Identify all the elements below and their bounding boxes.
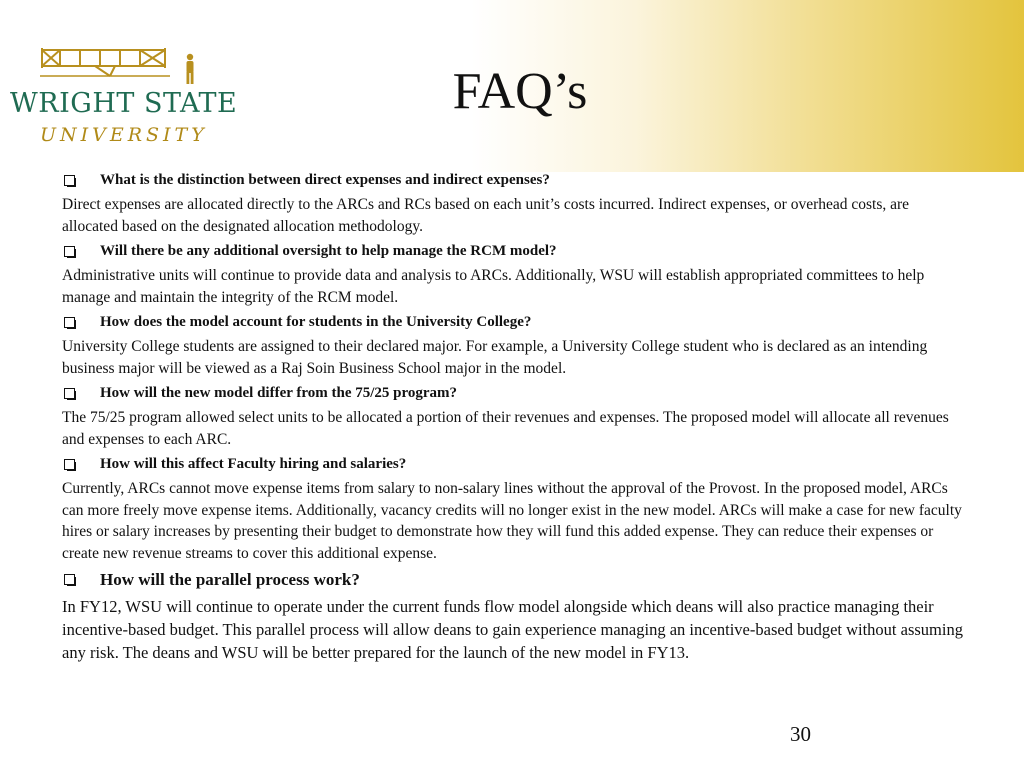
faq-answer: University College students are assigned to their declared major. For example, a University College student who is declared as an intending business major will be viewed as a Raj Soin Business School major in the model. — [62, 338, 928, 377]
faq-answer: Direct expenses are allocated directly to the ARCs and RCs based on each unit’s costs incurred. Indirect expenses, or overhead costs, are allocated based on the designated allocation methodology. — [62, 196, 910, 235]
checkbox-bullet-icon — [64, 574, 75, 585]
faq-question: How does the model account for students in the University College? — [62, 313, 967, 332]
wright-flyer-icon — [40, 40, 215, 88]
university-logo — [10, 40, 238, 152]
faq-question: What is the distinction between direct expenses and indirect expenses? — [62, 171, 967, 190]
checkbox-bullet-icon — [64, 246, 75, 257]
faq-question: How will this affect Faculty hiring and salaries? — [62, 455, 967, 474]
faq-answer: The 75/25 program allowed select units to be allocated a portion of their revenues and expenses. The proposed model will allocate all revenues and expenses to each ARC. — [62, 409, 949, 448]
faq-question: How will the new model differ from the 75/25 program? — [62, 384, 967, 403]
faq-question: Will there be any additional oversight to help manage the RCM model? — [62, 242, 967, 261]
faq-answer: Currently, ARCs cannot move expense items from salary to non-salary lines without the approval of the Provost. In the proposed model, ARCs can more freely move expense items. Additionally, vacancy credits will no longer exist in the new model. ARCs will make a case for new faculty hires or salary increases by presenting their budget to demonstrate how they will fund this added expense. They can reduce their expenses or create new revenue streams to cover this additional expense. — [62, 480, 962, 562]
slide-title: FAQ’s — [452, 63, 588, 120]
page-number: 30 — [790, 722, 811, 746]
faq-answer: Administrative units will continue to provide data and analysis to ARCs. Additionally, WSU will establish appropriated committees to help manage and maintain the integrity of the RCM model. — [62, 267, 925, 306]
checkbox-bullet-icon — [64, 388, 75, 399]
checkbox-bullet-icon — [64, 317, 75, 328]
faq-question: How will the parallel process work? — [62, 569, 967, 591]
faq-answer: In FY12, WSU will continue to operate under the current funds flow model alongside which deans will also practice managing their incentive-based budget. This parallel process will allow deans to gain experience managing an incentive-based budget without assuming any risk. The deans and WSU will be better prepared for the launch of the new model in FY13. — [62, 597, 963, 662]
logo-subtitle: UNIVERSITY — [40, 124, 208, 146]
checkbox-bullet-icon — [64, 459, 75, 470]
faq-list — [62, 171, 967, 669]
logo-wordmark: WRIGHT STATE — [10, 88, 238, 119]
checkbox-bullet-icon — [64, 175, 75, 186]
